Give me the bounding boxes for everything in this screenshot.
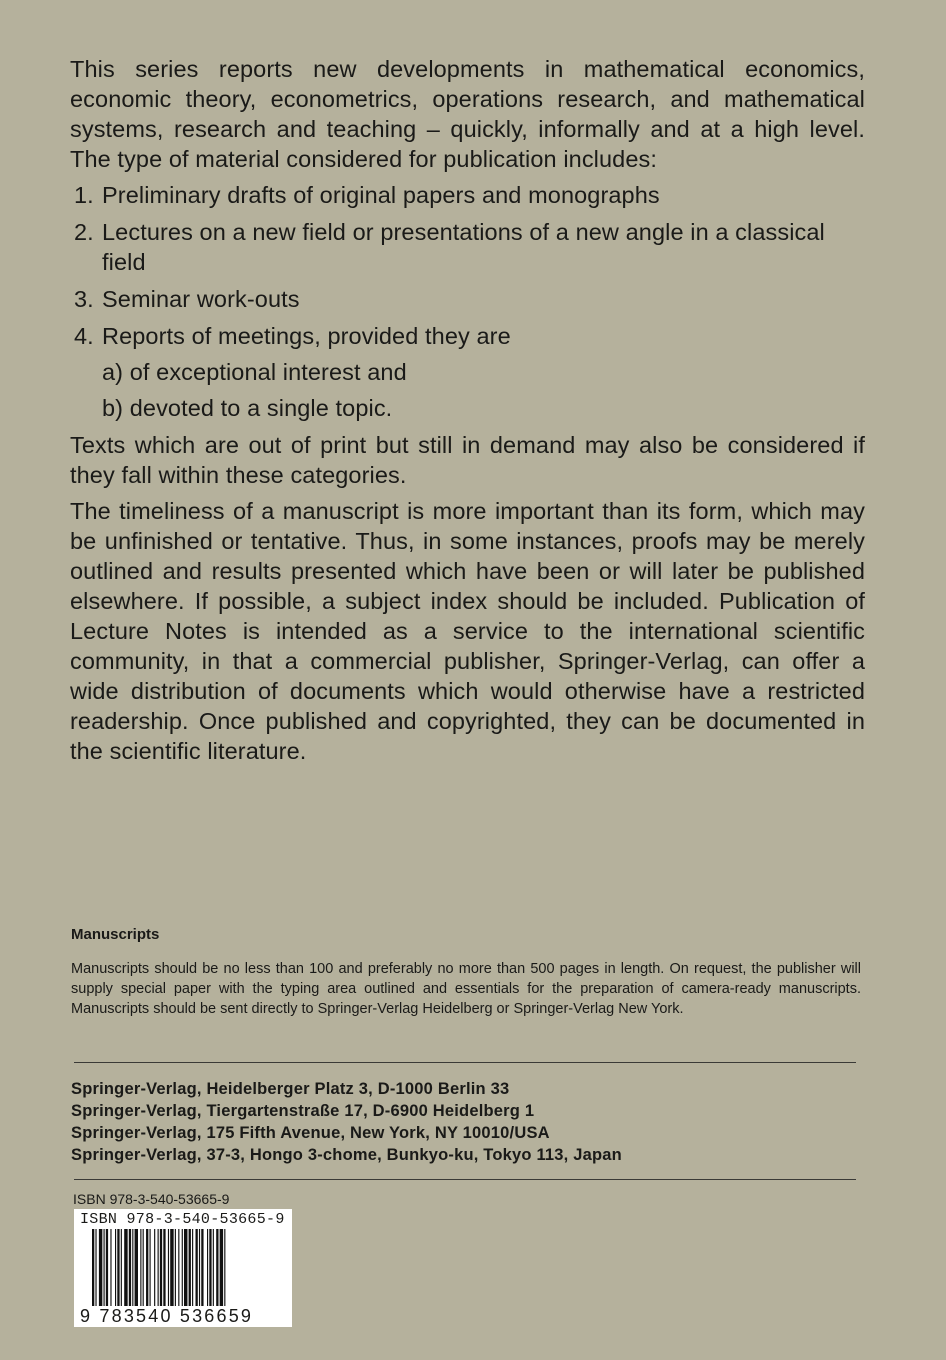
barcode-isbn-text: ISBN 978-3-540-53665-9 [80, 1211, 285, 1228]
barcode [74, 1209, 292, 1327]
list-number: 2. [74, 219, 94, 245]
list-text: Lectures on a new field or presentations of a new angle in a classical field [102, 219, 825, 275]
list-text: Preliminary drafts of original papers and monographs [102, 182, 660, 208]
out-of-print-paragraph: Texts which are out of print but still in demand may also be considered if they fall within these categories. [70, 432, 865, 488]
sub-list-item: b) devoted to a single topic. [102, 395, 393, 421]
address-line: Springer-Verlag, 175 Fifth Avenue, New York, NY 10010/USA [71, 1124, 550, 1142]
manuscripts-section [71, 926, 861, 1019]
divider [74, 1062, 856, 1063]
address-line: Springer-Verlag, 37-3, Hongo 3-chome, Bunkyo-ku, Tokyo 113, Japan [71, 1146, 622, 1164]
list-item [70, 321, 865, 423]
divider [74, 1179, 856, 1180]
sub-list [102, 357, 865, 423]
sub-list-item: a) of exceptional interest and [102, 359, 407, 385]
list-item [70, 284, 865, 314]
manuscripts-text: Manuscripts should be no less than 100 and preferably no more than 500 pages in length. On request, the publisher will supply special paper with the typing area outlined and essentials for the preparation of camera-ready manuscripts. Manuscripts should be sent directly to Springer-Verlag Heidelberg or Springer-Verlag New York. [71, 961, 861, 1017]
list-item [70, 217, 865, 277]
isbn-label: ISBN 978-3-540-53665-9 [73, 1191, 230, 1207]
intro-paragraph: This series reports new developments in mathematical economics, economic theory, econometrics, operations research, and mathematical systems, research and teaching – quickly, informally and at a high level. The type of material considered for publication includes: [70, 56, 865, 172]
timeliness-paragraph: The timeliness of a manuscript is more important than its form, which may be unfinished or tentative. Thus, in some instances, proofs may be merely outlined and results presented which have been or will later be published elsewhere. If possible, a subject index should be included. Publication of Lecture Notes is intended as a service to the international scientific community, in that a commercial publisher, Springer-Verlag, can offer a wide distribution of documents which would otherwise have a restricted readership. Once published and copyrighted, they can be documented in the scientific literature. [70, 498, 865, 764]
list-number: 3. [74, 286, 94, 312]
barcode-digits: 9 783540 536659 [80, 1306, 254, 1326]
list-text: Seminar work-outs [102, 286, 300, 312]
manuscripts-heading: Manuscripts [71, 926, 160, 943]
list-number: 1. [74, 182, 94, 208]
main-text [70, 54, 865, 766]
address-line: Springer-Verlag, Tiergartenstraße 17, D-6900 Heidelberg 1 [71, 1102, 535, 1120]
list-item [70, 180, 865, 210]
list-text: Reports of meetings, provided they are [102, 323, 511, 349]
address-block [71, 1078, 861, 1166]
material-list [70, 180, 865, 423]
list-number: 4. [74, 323, 94, 349]
address-line: Springer-Verlag, Heidelberger Platz 3, D-1000 Berlin 33 [71, 1080, 510, 1098]
